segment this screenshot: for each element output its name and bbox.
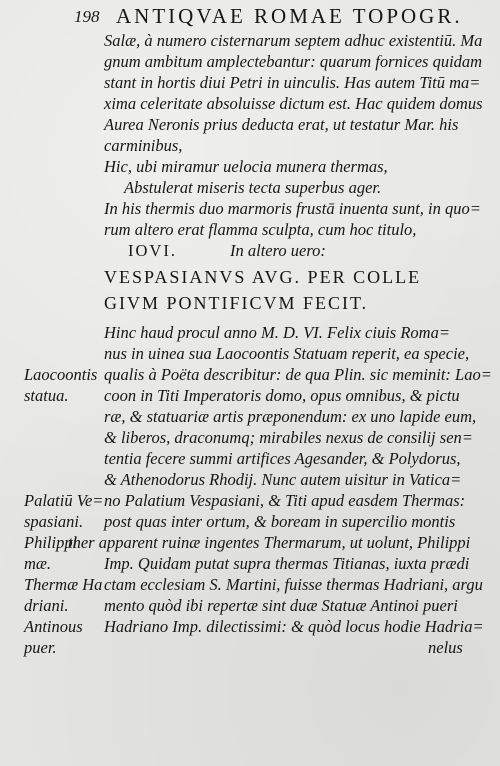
margin-note: spasiani. (24, 512, 84, 531)
text-line: rum altero erat flamma sculpta, cum hoc titulo, (104, 220, 417, 239)
text-line: In altero uero: (230, 241, 326, 260)
verse-line: Abstulerat miseris tecta superbus ager. (124, 178, 382, 197)
text-line: xima celeritate absoluisse dictum est. Hac quidem domus (104, 94, 483, 113)
verse-line: Hic, ubi miramur uelocia munera thermas, (104, 157, 388, 176)
text-line: mento quòd ibi repertæ sint duæ Statuæ Antinoi pueri (104, 596, 458, 615)
text-line: & Athenodorus Rhodij. Nunc autem uisitur in Vatica= (104, 470, 462, 489)
catchword: nelus (428, 638, 463, 657)
inscription-line: VESPASIANVS AVG. PER COLLE (104, 267, 422, 287)
margin-note: statua. (24, 386, 69, 405)
text-line: Salæ, à numero cisternarum septem adhuc existentiū. Ma (104, 31, 483, 50)
text-line: ræ, & statuariæ artis præponendum: ex uno lapide eum, (104, 407, 477, 426)
page-header (74, 4, 484, 30)
inscription-iovi: IOVI. (128, 241, 177, 260)
text-line: Hadriano Imp. dilectissimi: & quòd locus hodie Hadria= (104, 617, 484, 636)
text-line: tentia fecere summi artifices Agesander, & Polydorus, (104, 449, 461, 468)
running-head: ANTIQVAE ROMAE TOPOGR. (116, 4, 463, 28)
page-number: 198 (74, 7, 100, 26)
text-line: nus in uinea sua Laocoontis Statuam reperit, ea specie, (104, 344, 470, 363)
margin-note: puer. (24, 638, 57, 657)
text-line: gnum ambitum amplectebantur: quarum fornices quidam (104, 52, 483, 71)
text-line: post quas inter ortum, & boream in supercilio montis (104, 512, 456, 531)
text-line: Imp. Quidam putat supra thermas Titianas, iuxta prædi (104, 554, 470, 573)
text-line: ctam ecclesiam S. Martini, fuisse thermas Hadriani, argu (104, 575, 483, 594)
text-line: no Palatium Vespasiani, & Titi apud easdem Thermas: (104, 491, 466, 510)
margin-note: Laocoontis (24, 365, 98, 384)
margin-note: Antinous (24, 617, 83, 636)
text-line: In his thermis duo marmoris frustā inuenta sunt, in quo= (104, 199, 481, 218)
margin-note: Philippi (24, 533, 78, 552)
text-line: ther apparent ruinæ ingentes Thermarum, ut uolunt, Philippi (68, 533, 471, 552)
text-line: & liberos, draconumq; mirabiles nexus de consilij sen= (104, 428, 473, 447)
text-line: qualis à Poëta describitur: de qua Plin. sic meminit: Lao= (104, 365, 492, 384)
inscription-line: GIVM PONTIFICVM FECIT. (104, 293, 369, 313)
margin-note: Palatiū Ve= (24, 491, 104, 510)
text-line: carminibus, (104, 136, 183, 155)
margin-note: Thermæ Ha (24, 575, 103, 594)
margin-note: driani. (24, 596, 69, 615)
text-line: Aurea Neronis prius deducta erat, ut testatur Mar. his (104, 115, 459, 134)
margin-note: mæ. (24, 554, 52, 573)
text-line: stant in hortis diui Petri in uinculis. Has autem Titū ma= (104, 73, 481, 92)
text-line: coon in Titi Imperatoris domo, opus omnibus, & pictu (104, 386, 460, 405)
text-line: Hinc haud procul anno M. D. VI. Felix ciuis Roma= (104, 323, 450, 342)
